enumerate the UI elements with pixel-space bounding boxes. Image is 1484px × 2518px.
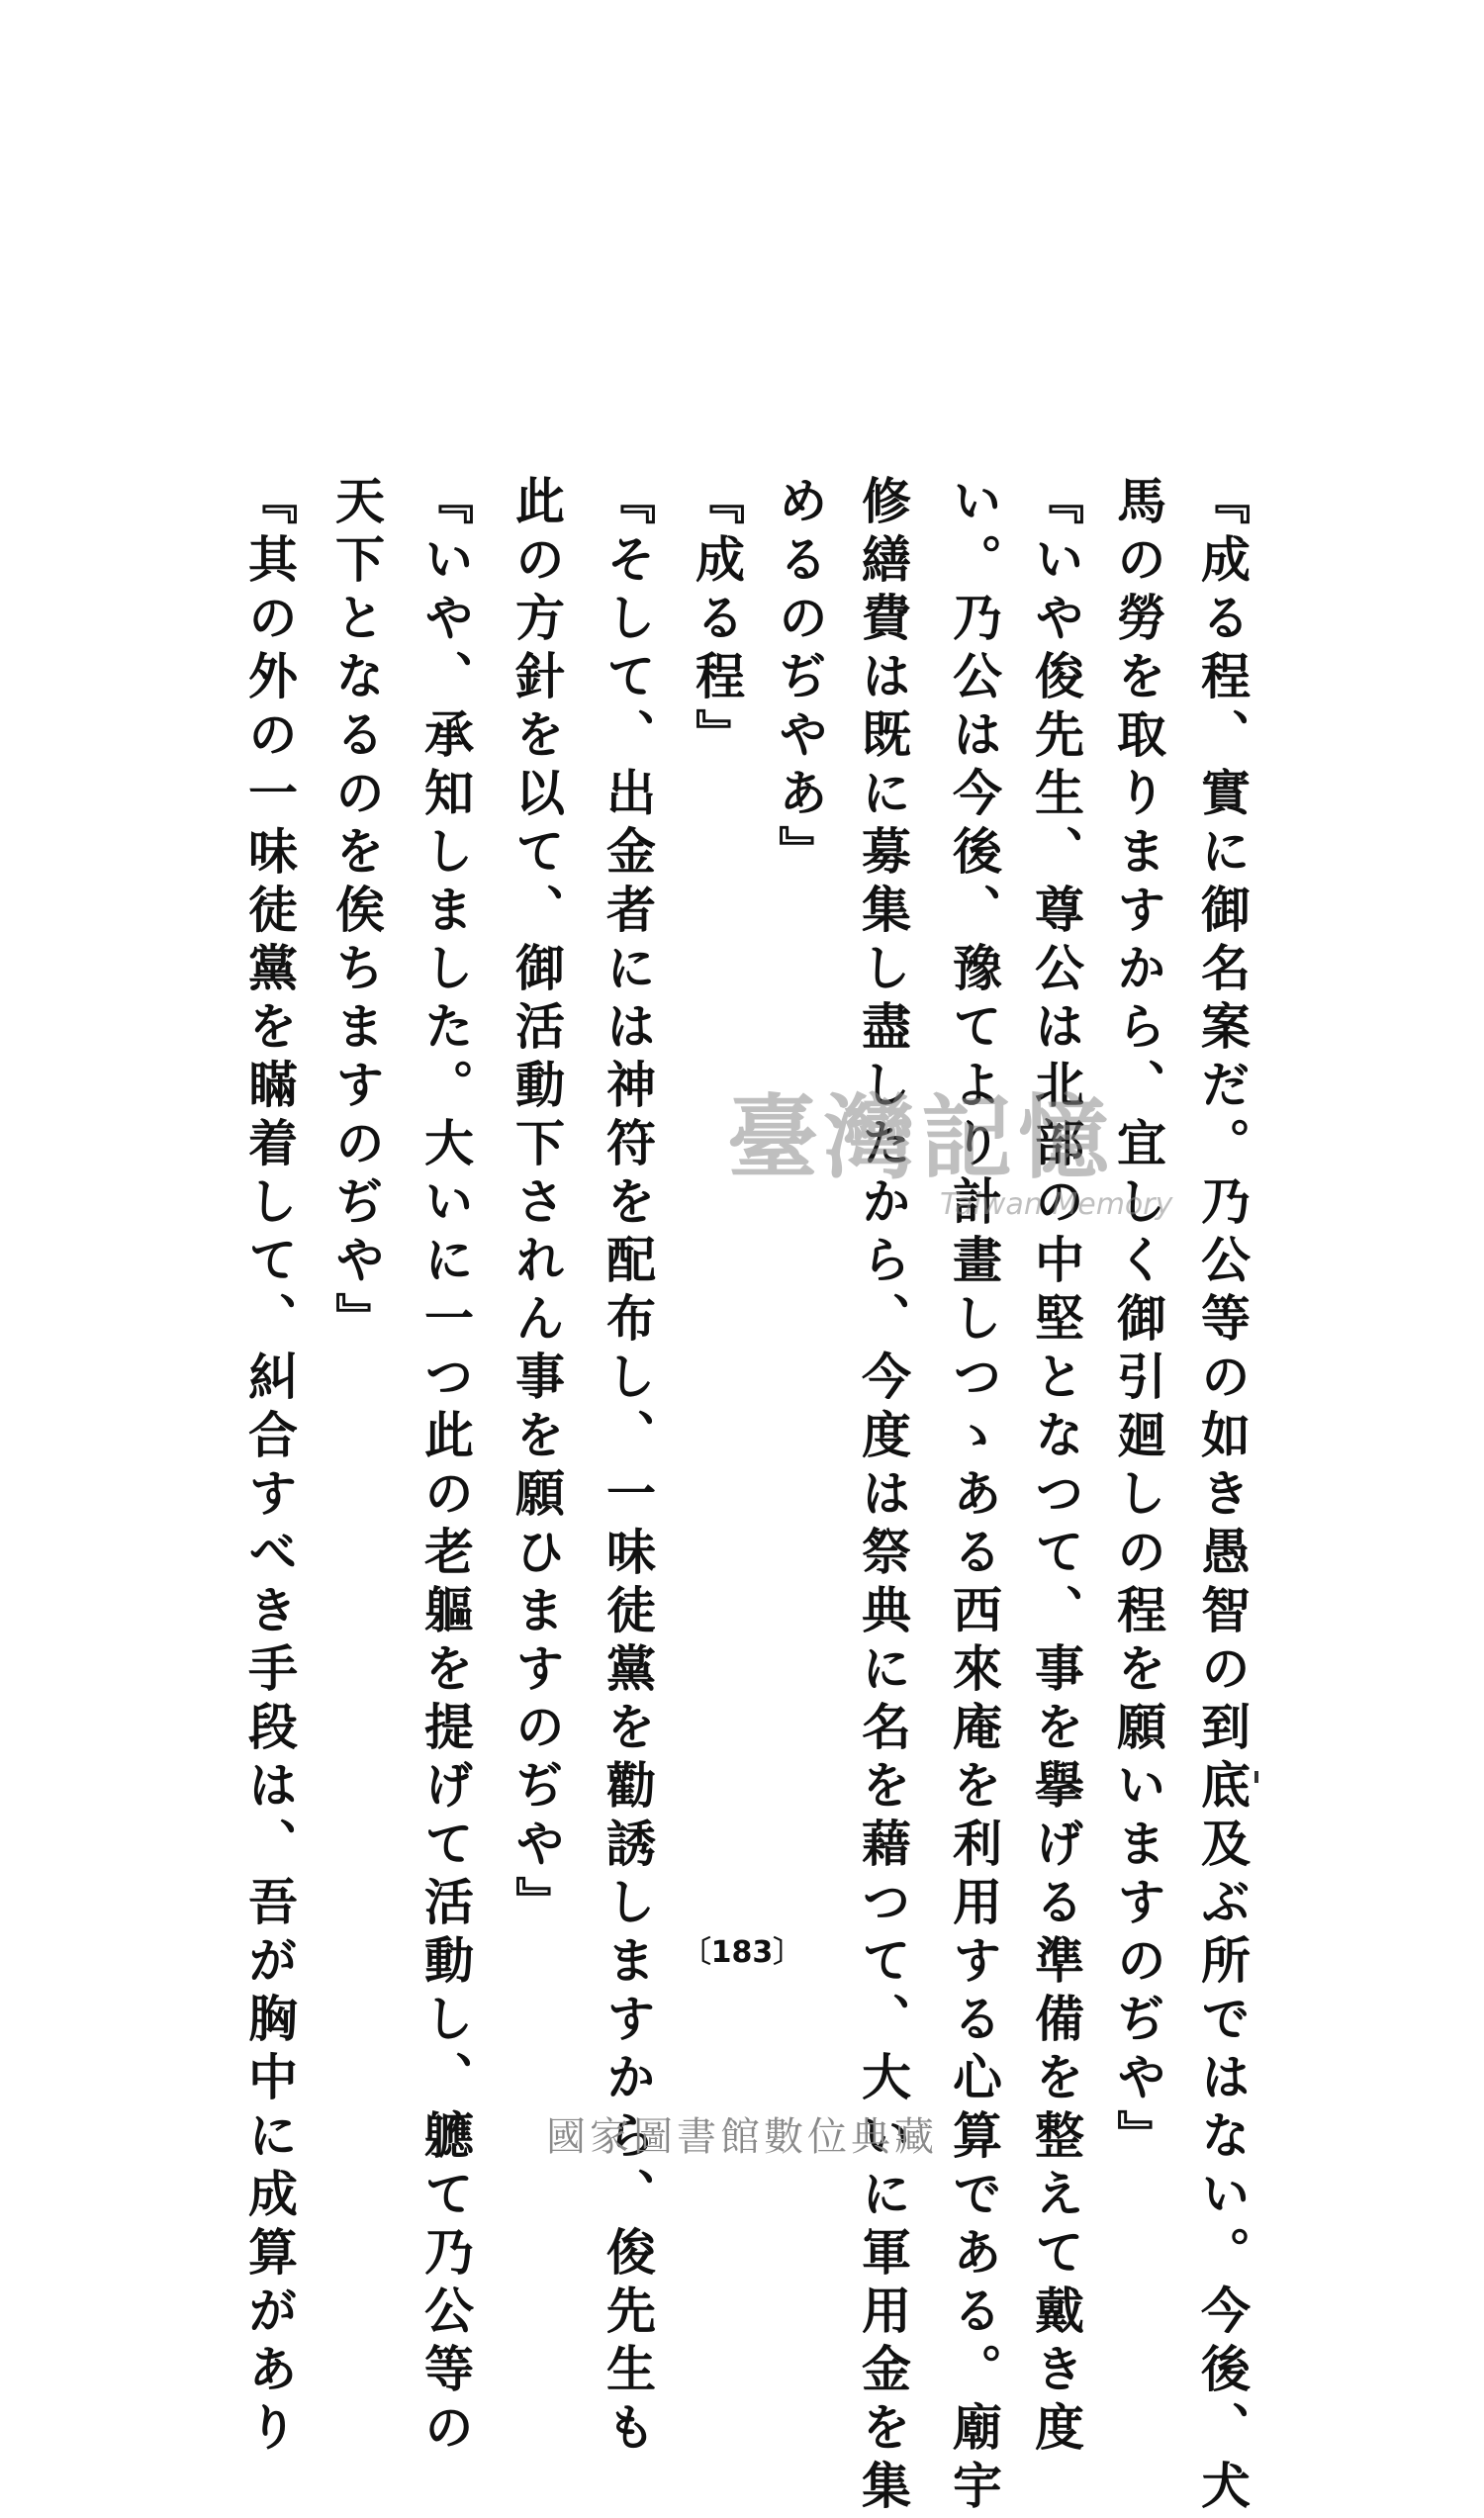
text-line-4: い。乃公は今後、豫てより計畫しつゝある西來庵を利用する心算である。廟宇 [945,475,1003,2518]
text-line-9: 此の方針を以て、御活動下されん事を願ひますのぢや』 [508,475,566,1934]
text-line-6: めるのぢやあ』 [771,475,829,884]
text-line-12: 『其の外の一味徒黨を瞞着して、糾合すべき手段は、吾が胸中に成算があり [240,475,299,2460]
watermark-text: 臺灣記憶 [727,1084,1116,1191]
taiwan-memory-watermark [727,1083,1202,1242]
watermark-latin: Taiwan Memory [940,1187,1173,1222]
stray-mark [1254,1771,1258,1783]
text-line-3: 『いや俊先生、尊公は北部の中堅となつて、事を擧げる準備を整えて戴き度 [1027,475,1085,2460]
text-line-2: 馬の勞を取りますから、宜しく御引廻しの程を願いますのぢや』 [1109,475,1167,2168]
text-line-7: 『成る程』 [688,475,746,767]
text-line-8: 『そして、出金者には神符を配布し、一味徒黨を勸誘しますから、俊先生も [599,475,657,2460]
text-line-1: 『成る程、實に御名案だ。乃公等の如き愚智の到底及ぶ所ではない。今後、犬 [1193,475,1252,2518]
text-line-10: 『いや、承知しました。大いに一つ此の老軀を提げて活動し、軈て乃公等の [417,475,475,2460]
page-number: 〔183〕 [681,1935,803,1970]
text-line-5: 修繕費は既に募集し盡したから、今度は祭典に名を藉つて、大いに軍用金を集 [854,475,912,2518]
text-line-11: 天下となるのを俟ちますのぢや』 [327,475,386,1351]
footer-credit: 國家圖書館數位典藏 [546,2114,938,2160]
